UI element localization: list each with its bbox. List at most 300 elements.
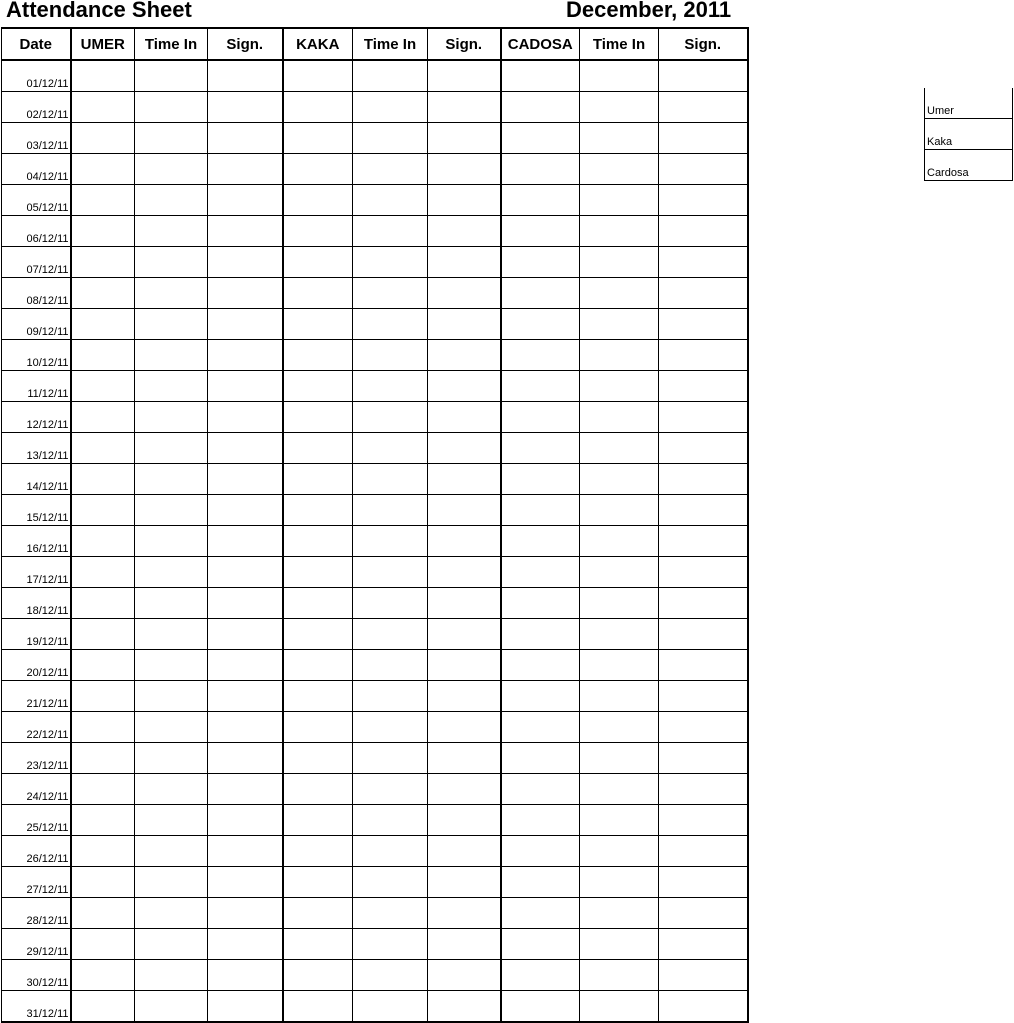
attendance-cell[interactable] bbox=[580, 526, 659, 557]
attendance-cell[interactable] bbox=[353, 929, 428, 960]
attendance-cell[interactable] bbox=[501, 464, 580, 495]
attendance-cell[interactable] bbox=[659, 960, 748, 991]
attendance-cell[interactable] bbox=[283, 898, 353, 929]
attendance-cell[interactable] bbox=[71, 309, 135, 340]
attendance-cell[interactable] bbox=[353, 433, 428, 464]
attendance-cell[interactable] bbox=[283, 805, 353, 836]
attendance-cell[interactable] bbox=[659, 650, 748, 681]
attendance-cell[interactable] bbox=[208, 805, 283, 836]
attendance-cell[interactable] bbox=[501, 402, 580, 433]
attendance-cell[interactable] bbox=[428, 123, 501, 154]
attendance-cell[interactable] bbox=[283, 154, 353, 185]
attendance-cell[interactable] bbox=[353, 650, 428, 681]
table-row bbox=[2, 960, 748, 991]
attendance-cell[interactable] bbox=[208, 929, 283, 960]
attendance-cell[interactable] bbox=[501, 960, 580, 991]
date-cell: 06/12/11 bbox=[2, 216, 71, 247]
attendance-cell[interactable] bbox=[580, 774, 659, 805]
attendance-cell[interactable] bbox=[659, 60, 748, 92]
attendance-cell[interactable] bbox=[580, 92, 659, 123]
attendance-cell[interactable] bbox=[283, 960, 353, 991]
attendance-cell[interactable] bbox=[208, 650, 283, 681]
attendance-cell[interactable] bbox=[428, 836, 501, 867]
attendance-cell[interactable] bbox=[353, 123, 428, 154]
attendance-cell[interactable] bbox=[135, 123, 208, 154]
attendance-cell[interactable] bbox=[580, 588, 659, 619]
attendance-cell[interactable] bbox=[283, 929, 353, 960]
attendance-cell[interactable] bbox=[353, 681, 428, 712]
attendance-cell[interactable] bbox=[428, 278, 501, 309]
attendance-cell[interactable] bbox=[428, 712, 501, 743]
attendance-cell[interactable] bbox=[501, 309, 580, 340]
attendance-cell[interactable] bbox=[353, 867, 428, 898]
attendance-cell[interactable] bbox=[135, 898, 208, 929]
attendance-cell[interactable] bbox=[71, 650, 135, 681]
date-cell: 30/12/11 bbox=[2, 960, 71, 991]
attendance-cell[interactable] bbox=[208, 836, 283, 867]
attendance-cell[interactable] bbox=[208, 433, 283, 464]
attendance-cell[interactable] bbox=[208, 123, 283, 154]
attendance-cell[interactable] bbox=[501, 60, 580, 92]
attendance-cell[interactable] bbox=[353, 247, 428, 278]
attendance-cell[interactable] bbox=[135, 867, 208, 898]
date-cell: 20/12/11 bbox=[2, 650, 71, 681]
attendance-cell[interactable] bbox=[580, 929, 659, 960]
attendance-cell[interactable] bbox=[580, 60, 659, 92]
attendance-cell[interactable] bbox=[580, 495, 659, 526]
attendance-cell[interactable] bbox=[135, 588, 208, 619]
attendance-cell[interactable] bbox=[580, 867, 659, 898]
attendance-cell[interactable] bbox=[71, 898, 135, 929]
attendance-cell[interactable] bbox=[428, 960, 501, 991]
attendance-cell[interactable] bbox=[659, 278, 748, 309]
attendance-cell[interactable] bbox=[353, 154, 428, 185]
attendance-cell[interactable] bbox=[208, 526, 283, 557]
attendance-cell[interactable] bbox=[135, 960, 208, 991]
attendance-cell[interactable] bbox=[71, 774, 135, 805]
attendance-cell[interactable] bbox=[659, 247, 748, 278]
attendance-cell[interactable] bbox=[135, 836, 208, 867]
attendance-cell[interactable] bbox=[135, 991, 208, 1023]
attendance-cell[interactable] bbox=[428, 743, 501, 774]
attendance-cell[interactable] bbox=[428, 681, 501, 712]
attendance-cell[interactable] bbox=[353, 464, 428, 495]
attendance-cell[interactable] bbox=[501, 371, 580, 402]
attendance-cell[interactable] bbox=[283, 619, 353, 650]
attendance-cell[interactable] bbox=[283, 557, 353, 588]
table-row bbox=[2, 247, 748, 278]
attendance-cell[interactable] bbox=[501, 185, 580, 216]
attendance-cell[interactable] bbox=[283, 526, 353, 557]
attendance-cell[interactable] bbox=[135, 185, 208, 216]
attendance-cell[interactable] bbox=[71, 340, 135, 371]
attendance-cell[interactable] bbox=[135, 464, 208, 495]
attendance-cell[interactable] bbox=[501, 557, 580, 588]
attendance-cell[interactable] bbox=[428, 154, 501, 185]
attendance-cell[interactable] bbox=[428, 371, 501, 402]
attendance-cell[interactable] bbox=[580, 371, 659, 402]
attendance-cell[interactable] bbox=[71, 836, 135, 867]
attendance-cell[interactable] bbox=[283, 92, 353, 123]
attendance-cell[interactable] bbox=[71, 557, 135, 588]
attendance-cell[interactable] bbox=[501, 588, 580, 619]
table-body bbox=[2, 60, 748, 1022]
attendance-cell[interactable] bbox=[135, 371, 208, 402]
attendance-cell[interactable] bbox=[659, 991, 748, 1023]
attendance-cell[interactable] bbox=[283, 650, 353, 681]
attendance-cell[interactable] bbox=[659, 526, 748, 557]
attendance-cell[interactable] bbox=[208, 588, 283, 619]
attendance-cell[interactable] bbox=[135, 929, 208, 960]
attendance-cell[interactable] bbox=[208, 309, 283, 340]
attendance-cell[interactable] bbox=[71, 433, 135, 464]
attendance-cell[interactable] bbox=[208, 960, 283, 991]
attendance-cell[interactable] bbox=[353, 92, 428, 123]
attendance-cell[interactable] bbox=[580, 557, 659, 588]
attendance-cell[interactable] bbox=[580, 898, 659, 929]
attendance-cell[interactable] bbox=[659, 774, 748, 805]
attendance-cell[interactable] bbox=[283, 774, 353, 805]
attendance-cell[interactable] bbox=[353, 898, 428, 929]
attendance-cell[interactable] bbox=[208, 681, 283, 712]
attendance-cell[interactable] bbox=[428, 464, 501, 495]
attendance-cell[interactable] bbox=[428, 588, 501, 619]
attendance-cell[interactable] bbox=[659, 681, 748, 712]
attendance-cell[interactable] bbox=[501, 898, 580, 929]
attendance-cell[interactable] bbox=[501, 650, 580, 681]
attendance-cell[interactable] bbox=[208, 743, 283, 774]
attendance-cell[interactable] bbox=[208, 92, 283, 123]
attendance-cell[interactable] bbox=[428, 805, 501, 836]
attendance-cell[interactable] bbox=[353, 712, 428, 743]
attendance-cell[interactable] bbox=[283, 991, 353, 1023]
date-cell: 22/12/11 bbox=[2, 712, 71, 743]
attendance-cell[interactable] bbox=[208, 898, 283, 929]
attendance-cell[interactable] bbox=[501, 805, 580, 836]
attendance-cell[interactable] bbox=[428, 309, 501, 340]
attendance-cell[interactable] bbox=[71, 867, 135, 898]
attendance-cell[interactable] bbox=[353, 278, 428, 309]
attendance-cell[interactable] bbox=[353, 60, 428, 92]
attendance-cell[interactable] bbox=[428, 216, 501, 247]
attendance-cell[interactable] bbox=[208, 154, 283, 185]
attendance-cell[interactable] bbox=[208, 278, 283, 309]
attendance-cell[interactable] bbox=[353, 743, 428, 774]
attendance-cell[interactable] bbox=[71, 619, 135, 650]
attendance-cell[interactable] bbox=[353, 402, 428, 433]
attendance-cell[interactable] bbox=[135, 60, 208, 92]
attendance-cell[interactable] bbox=[283, 340, 353, 371]
attendance-cell[interactable] bbox=[71, 371, 135, 402]
attendance-cell[interactable] bbox=[428, 929, 501, 960]
attendance-cell[interactable] bbox=[71, 123, 135, 154]
date-cell: 23/12/11 bbox=[2, 743, 71, 774]
date-cell: 18/12/11 bbox=[2, 588, 71, 619]
attendance-cell[interactable] bbox=[71, 464, 135, 495]
attendance-cell[interactable] bbox=[428, 340, 501, 371]
attendance-cell[interactable] bbox=[353, 185, 428, 216]
attendance-cell[interactable] bbox=[659, 92, 748, 123]
attendance-cell[interactable] bbox=[501, 836, 580, 867]
attendance-cell[interactable] bbox=[501, 712, 580, 743]
attendance-cell[interactable] bbox=[283, 464, 353, 495]
attendance-cell[interactable] bbox=[659, 433, 748, 464]
attendance-cell[interactable] bbox=[580, 185, 659, 216]
attendance-cell[interactable] bbox=[428, 60, 501, 92]
attendance-cell[interactable] bbox=[428, 619, 501, 650]
attendance-cell[interactable] bbox=[659, 836, 748, 867]
attendance-cell[interactable] bbox=[580, 216, 659, 247]
attendance-cell[interactable] bbox=[580, 402, 659, 433]
attendance-cell[interactable] bbox=[501, 495, 580, 526]
attendance-cell[interactable] bbox=[428, 433, 501, 464]
attendance-cell[interactable] bbox=[580, 650, 659, 681]
attendance-cell[interactable] bbox=[71, 92, 135, 123]
attendance-cell[interactable] bbox=[135, 650, 208, 681]
attendance-cell[interactable] bbox=[283, 60, 353, 92]
attendance-cell[interactable] bbox=[501, 278, 580, 309]
attendance-cell[interactable] bbox=[135, 154, 208, 185]
attendance-cell[interactable] bbox=[71, 929, 135, 960]
attendance-cell[interactable] bbox=[501, 92, 580, 123]
attendance-cell[interactable] bbox=[353, 371, 428, 402]
attendance-cell[interactable] bbox=[580, 247, 659, 278]
attendance-cell[interactable] bbox=[659, 402, 748, 433]
attendance-cell[interactable] bbox=[208, 247, 283, 278]
kaka-sign-header: Sign. bbox=[428, 28, 501, 60]
attendance-cell[interactable] bbox=[135, 557, 208, 588]
attendance-cell[interactable] bbox=[135, 743, 208, 774]
attendance-cell[interactable] bbox=[501, 340, 580, 371]
attendance-cell[interactable] bbox=[208, 495, 283, 526]
attendance-cell[interactable] bbox=[659, 743, 748, 774]
attendance-cell[interactable] bbox=[135, 92, 208, 123]
attendance-cell[interactable] bbox=[71, 805, 135, 836]
attendance-cell[interactable] bbox=[353, 309, 428, 340]
attendance-cell[interactable] bbox=[208, 216, 283, 247]
date-cell: 17/12/11 bbox=[2, 557, 71, 588]
attendance-cell[interactable] bbox=[283, 309, 353, 340]
attendance-cell[interactable] bbox=[428, 898, 501, 929]
attendance-cell[interactable] bbox=[353, 836, 428, 867]
attendance-cell[interactable] bbox=[501, 774, 580, 805]
attendance-cell[interactable] bbox=[580, 805, 659, 836]
attendance-cell[interactable] bbox=[283, 743, 353, 774]
attendance-cell[interactable] bbox=[71, 526, 135, 557]
attendance-cell[interactable] bbox=[580, 991, 659, 1023]
attendance-cell[interactable] bbox=[580, 309, 659, 340]
attendance-cell[interactable] bbox=[353, 805, 428, 836]
attendance-cell[interactable] bbox=[428, 867, 501, 898]
attendance-cell[interactable] bbox=[580, 960, 659, 991]
attendance-cell[interactable] bbox=[135, 805, 208, 836]
attendance-cell[interactable] bbox=[659, 712, 748, 743]
attendance-cell[interactable] bbox=[580, 123, 659, 154]
attendance-cell[interactable] bbox=[71, 60, 135, 92]
attendance-cell[interactable] bbox=[135, 309, 208, 340]
attendance-cell[interactable] bbox=[659, 929, 748, 960]
attendance-cell[interactable] bbox=[659, 805, 748, 836]
attendance-cell[interactable] bbox=[283, 216, 353, 247]
attendance-cell[interactable] bbox=[208, 371, 283, 402]
attendance-cell[interactable] bbox=[659, 867, 748, 898]
attendance-cell[interactable] bbox=[135, 681, 208, 712]
attendance-cell[interactable] bbox=[501, 929, 580, 960]
attendance-cell[interactable] bbox=[135, 712, 208, 743]
attendance-cell[interactable] bbox=[208, 991, 283, 1023]
attendance-cell[interactable] bbox=[71, 712, 135, 743]
attendance-cell[interactable] bbox=[71, 681, 135, 712]
attendance-cell[interactable] bbox=[283, 681, 353, 712]
attendance-cell[interactable] bbox=[659, 557, 748, 588]
attendance-cell[interactable] bbox=[208, 774, 283, 805]
attendance-cell[interactable] bbox=[283, 123, 353, 154]
attendance-cell[interactable] bbox=[135, 216, 208, 247]
attendance-cell[interactable] bbox=[580, 154, 659, 185]
table-row bbox=[2, 402, 748, 433]
attendance-cell[interactable] bbox=[501, 216, 580, 247]
table-row bbox=[2, 495, 748, 526]
attendance-cell[interactable] bbox=[135, 774, 208, 805]
attendance-cell[interactable] bbox=[501, 526, 580, 557]
attendance-cell[interactable] bbox=[659, 495, 748, 526]
attendance-cell[interactable] bbox=[135, 340, 208, 371]
attendance-cell[interactable] bbox=[580, 712, 659, 743]
attendance-cell[interactable] bbox=[501, 247, 580, 278]
attendance-cell[interactable] bbox=[580, 743, 659, 774]
attendance-cell[interactable] bbox=[283, 371, 353, 402]
attendance-cell[interactable] bbox=[283, 433, 353, 464]
attendance-cell[interactable] bbox=[659, 371, 748, 402]
attendance-cell[interactable] bbox=[428, 92, 501, 123]
attendance-cell[interactable] bbox=[580, 433, 659, 464]
attendance-cell[interactable] bbox=[208, 557, 283, 588]
attendance-cell[interactable] bbox=[283, 588, 353, 619]
attendance-cell[interactable] bbox=[659, 340, 748, 371]
attendance-cell[interactable] bbox=[353, 495, 428, 526]
attendance-cell[interactable] bbox=[135, 619, 208, 650]
attendance-cell[interactable] bbox=[283, 278, 353, 309]
attendance-cell[interactable] bbox=[659, 898, 748, 929]
attendance-cell[interactable] bbox=[353, 774, 428, 805]
attendance-cell[interactable] bbox=[428, 247, 501, 278]
attendance-cell[interactable] bbox=[659, 619, 748, 650]
attendance-cell[interactable] bbox=[501, 123, 580, 154]
attendance-cell[interactable] bbox=[428, 991, 501, 1023]
attendance-cell[interactable] bbox=[71, 247, 135, 278]
attendance-cell[interactable] bbox=[283, 185, 353, 216]
attendance-cell[interactable] bbox=[501, 681, 580, 712]
attendance-cell[interactable] bbox=[71, 960, 135, 991]
attendance-cell[interactable] bbox=[71, 278, 135, 309]
attendance-cell[interactable] bbox=[71, 402, 135, 433]
attendance-cell[interactable] bbox=[283, 836, 353, 867]
attendance-cell[interactable] bbox=[353, 526, 428, 557]
attendance-cell[interactable] bbox=[208, 619, 283, 650]
attendance-cell[interactable] bbox=[353, 557, 428, 588]
attendance-cell[interactable] bbox=[208, 60, 283, 92]
attendance-cell[interactable] bbox=[135, 495, 208, 526]
attendance-cell[interactable] bbox=[135, 433, 208, 464]
attendance-cell[interactable] bbox=[208, 340, 283, 371]
attendance-cell[interactable] bbox=[71, 991, 135, 1023]
date-cell: 02/12/11 bbox=[2, 92, 71, 123]
attendance-cell[interactable] bbox=[71, 588, 135, 619]
attendance-cell[interactable] bbox=[71, 743, 135, 774]
attendance-cell[interactable] bbox=[501, 867, 580, 898]
attendance-cell[interactable] bbox=[580, 836, 659, 867]
attendance-cell[interactable] bbox=[353, 588, 428, 619]
attendance-table bbox=[1, 27, 749, 1023]
attendance-cell[interactable] bbox=[71, 216, 135, 247]
attendance-cell[interactable] bbox=[428, 402, 501, 433]
attendance-cell[interactable] bbox=[283, 402, 353, 433]
attendance-cell[interactable] bbox=[659, 154, 748, 185]
attendance-cell[interactable] bbox=[208, 402, 283, 433]
attendance-cell[interactable] bbox=[208, 185, 283, 216]
attendance-cell[interactable] bbox=[501, 154, 580, 185]
attendance-cell[interactable] bbox=[353, 991, 428, 1023]
attendance-cell[interactable] bbox=[428, 774, 501, 805]
attendance-cell[interactable] bbox=[659, 185, 748, 216]
attendance-cell[interactable] bbox=[135, 526, 208, 557]
attendance-cell[interactable] bbox=[353, 340, 428, 371]
attendance-cell[interactable] bbox=[71, 495, 135, 526]
attendance-cell[interactable] bbox=[580, 340, 659, 371]
attendance-cell[interactable] bbox=[353, 216, 428, 247]
attendance-cell[interactable] bbox=[501, 991, 580, 1023]
attendance-cell[interactable] bbox=[580, 464, 659, 495]
attendance-cell[interactable] bbox=[659, 123, 748, 154]
attendance-cell[interactable] bbox=[659, 588, 748, 619]
attendance-cell[interactable] bbox=[659, 464, 748, 495]
attendance-cell[interactable] bbox=[208, 464, 283, 495]
attendance-cell[interactable] bbox=[501, 743, 580, 774]
attendance-cell[interactable] bbox=[135, 402, 208, 433]
attendance-cell[interactable] bbox=[283, 495, 353, 526]
attendance-cell[interactable] bbox=[283, 867, 353, 898]
attendance-cell[interactable] bbox=[283, 247, 353, 278]
sheet-title: Attendance Sheet bbox=[6, 0, 192, 22]
attendance-cell[interactable] bbox=[208, 867, 283, 898]
attendance-cell[interactable] bbox=[208, 712, 283, 743]
attendance-cell[interactable] bbox=[428, 185, 501, 216]
attendance-cell[interactable] bbox=[428, 495, 501, 526]
table-row bbox=[2, 743, 748, 774]
kaka-time-in-header: Time In bbox=[353, 28, 428, 60]
date-cell: 27/12/11 bbox=[2, 867, 71, 898]
date-cell: 01/12/11 bbox=[2, 60, 71, 92]
attendance-cell[interactable] bbox=[580, 278, 659, 309]
attendance-cell[interactable] bbox=[353, 619, 428, 650]
attendance-cell[interactable] bbox=[353, 960, 428, 991]
attendance-cell[interactable] bbox=[580, 619, 659, 650]
attendance-cell[interactable] bbox=[283, 712, 353, 743]
attendance-cell[interactable] bbox=[135, 247, 208, 278]
attendance-cell[interactable] bbox=[71, 185, 135, 216]
attendance-cell[interactable] bbox=[659, 309, 748, 340]
attendance-cell[interactable] bbox=[580, 681, 659, 712]
attendance-cell[interactable] bbox=[501, 619, 580, 650]
attendance-cell[interactable] bbox=[71, 154, 135, 185]
attendance-cell[interactable] bbox=[659, 216, 748, 247]
attendance-cell[interactable] bbox=[135, 278, 208, 309]
attendance-cell[interactable] bbox=[428, 650, 501, 681]
attendance-cell[interactable] bbox=[428, 557, 501, 588]
table-row bbox=[2, 123, 748, 154]
attendance-cell[interactable] bbox=[501, 433, 580, 464]
attendance-cell[interactable] bbox=[428, 526, 501, 557]
